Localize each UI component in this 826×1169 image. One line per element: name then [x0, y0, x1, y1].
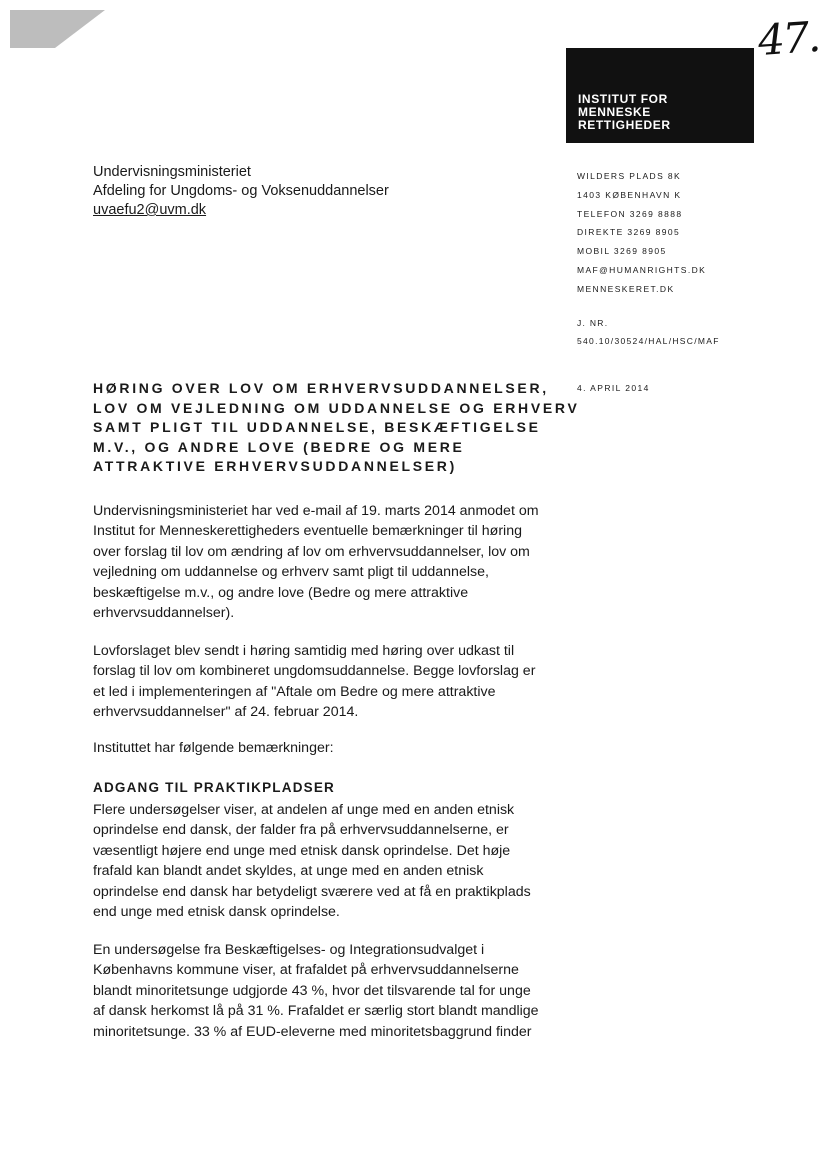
- handwritten-page-number: 47.: [756, 11, 821, 66]
- paragraph-intro-remarks: [93, 738, 563, 758]
- text-line: over forslag til lov om ændring af lov om erhvervsuddannelser, lov om: [93, 543, 530, 560]
- paragraph-studies: [93, 800, 563, 922]
- paragraph-request: [93, 501, 563, 623]
- logo-line: RETTIGHEDER: [578, 118, 671, 132]
- journal-label: J. NR.: [577, 318, 609, 328]
- paragraph-copenhagen-study: [93, 940, 563, 1042]
- institute-logo: [566, 48, 754, 143]
- section-heading: ADGANG TIL PRAKTIKPLADSER: [93, 780, 336, 795]
- document-title: [93, 379, 580, 477]
- title-line: LOV OM VEJLEDNING OM UDDANNELSE OG ERHVERV: [93, 399, 580, 416]
- text-line: Københavns kommune viser, at frafaldet på erhvervsuddannelserne: [93, 962, 519, 979]
- contact-mobile: MOBIL 3269 8905: [577, 246, 667, 257]
- recipient-department: Afdeling for Ungdoms- og Voksenuddannelser: [93, 183, 389, 199]
- text-line: Institut for Menneskerettigheders eventuelle bemærkninger til høring: [93, 523, 522, 540]
- text-line: end unge med etnisk dansk oprindelse.: [93, 904, 340, 921]
- text-line: Lovforslaget blev sendt i høring samtidig med høring over udkast til: [93, 643, 515, 659]
- text-line: oprindelse end dansk, der falder fra på erhvervsuddannelserne, er: [93, 822, 509, 839]
- recipient-address: [93, 163, 389, 220]
- title-line: HØRING OVER LOV OM ERHVERVSUDDANNELSER,: [93, 380, 549, 396]
- text-line: af dansk herkomst lå på 31 %. Frafaldet er særlig stort blandt mandlige: [93, 1003, 539, 1020]
- text-line: minoritetsunge. 33 % af EUD-eleverne med minoritetsbaggrund finder: [93, 1023, 532, 1040]
- contact-web: MENNESKERET.DK: [577, 283, 675, 294]
- sender-contact-info: [577, 167, 706, 299]
- recipient-name: Undervisningsministeriet: [93, 164, 251, 180]
- contact-direct: DIREKTE 3269 8905: [577, 227, 681, 238]
- contact-email: MAF@HUMANRIGHTS.DK: [577, 264, 707, 275]
- journal-number-block: [577, 314, 720, 350]
- text-line: vejledning om uddannelse og erhverv samt pligt til uddannelse,: [93, 564, 489, 581]
- title-line: M.V., OG ANDRE LOVE (BEDRE OG MERE: [93, 438, 465, 455]
- contact-address: WILDERS PLADS 8K: [577, 171, 682, 181]
- title-line: ATTRAKTIVE ERHVERVSUDDANNELSER): [93, 458, 457, 474]
- paragraph-context: [93, 641, 563, 723]
- text-line: blandt minoritetsunge udgjorde 43 %, hvor det tilsvarende tal for unge: [93, 982, 531, 999]
- contact-phone: TELEFON 3269 8888: [577, 208, 683, 219]
- contact-city: 1403 KØBENHAVN K: [577, 189, 682, 200]
- text-line: forslag til lov om kombineret ungdomsuddannelse. Begge lovforslag er: [93, 663, 536, 680]
- scan-corner-mark: [0, 0, 110, 52]
- text-line: et led i implementeringen af "Aftale om Bedre og mere attraktive: [93, 683, 496, 700]
- logo-text: [578, 93, 671, 132]
- text-line: Instituttet har følgende bemærkninger:: [93, 740, 334, 756]
- title-line: SAMT PLIGT TIL UDDANNELSE, BESKÆFTIGELSE: [93, 419, 541, 435]
- text-line: erhvervsuddannelser).: [93, 605, 235, 622]
- text-line: Flere undersøgelser viser, at andelen af unge med en anden etnisk: [93, 802, 515, 818]
- text-line: frafald kan blandt andet skyldes, at unge med en anden etnisk: [93, 863, 484, 880]
- text-line: erhvervsuddannelser" af 24. februar 2014.: [93, 704, 359, 721]
- text-line: beskæftigelse m.v., og andre love (Bedre og mere attraktive: [93, 584, 469, 601]
- recipient-email-link[interactable]: uvaefu2@uvm.dk: [93, 202, 207, 218]
- logo-line: MENNESKE: [578, 105, 651, 119]
- text-line: oprindelse end dansk har betydeligt sværere ved at få en praktikplads: [93, 883, 531, 900]
- journal-number: 540.10/30524/HAL/HSC/MAF: [577, 336, 720, 346]
- text-line: væsentligt højere end unge med etnisk dansk oprindelse. Det høje: [93, 842, 511, 859]
- logo-line: INSTITUT FOR: [578, 92, 668, 106]
- letter-date: 4. APRIL 2014: [577, 383, 650, 393]
- text-line: En undersøgelse fra Beskæftigelses- og Integrationsudvalget i: [93, 942, 485, 958]
- text-line: Undervisningsministeriet har ved e-mail af 19. marts 2014 anmodet om: [93, 503, 539, 519]
